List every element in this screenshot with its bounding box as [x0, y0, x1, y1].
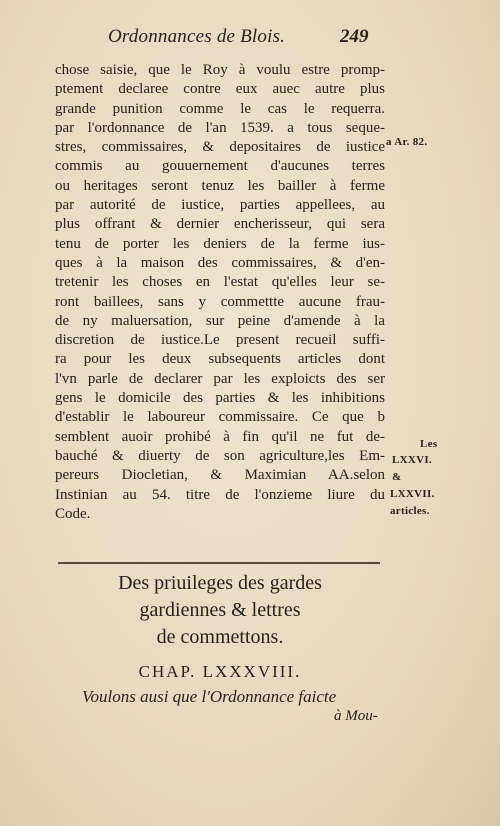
text-line: Instinian au 54. titre de l'onzieme liure du: [55, 486, 385, 503]
margin-note-a: a Ar. 82.: [386, 136, 428, 148]
text-line: ou heritages seront tenuz les bailler à ferme: [55, 177, 385, 194]
section-title: [70, 570, 370, 651]
text-line: ptement declaree contre eux auec autre plus: [55, 81, 385, 98]
text-line: l'vn parle de declarer par les exploicts des ser: [55, 370, 385, 387]
text-line: plus offrant & dernier encherisseur, qui sera: [55, 216, 385, 233]
text-line: d'establir le laboureur commissaire. Ce que b: [55, 409, 385, 426]
running-title: Ordonnances de Blois.: [108, 26, 286, 47]
page-header: [108, 26, 369, 52]
margin-note-les: Les: [420, 438, 438, 450]
text-line: par autorité de iustice, parties appellees, au: [55, 197, 385, 214]
text-line: pereurs Diocletian, & Maximian AA.selon: [55, 467, 385, 484]
section-title-line: Des priuileges des gardes: [118, 572, 322, 594]
body-text: [55, 61, 385, 524]
text-line: semblent auoir prohibé à fin qu'il ne fut de-: [55, 428, 385, 445]
text-line: discretion de iustice.Le present recueil suffi-: [55, 332, 385, 349]
page-number: 249: [340, 26, 369, 47]
section-title-line: gardiennes & lettres: [139, 599, 301, 621]
margin-note-lxxvi: LXXVI.: [392, 454, 432, 466]
section-rule: [58, 562, 380, 564]
text-line: ques à la maison des commissaires, & d'en-: [55, 254, 385, 271]
text-line: tenu de porter les deniers de la ferme ius-: [55, 235, 385, 252]
text-line: par l'ordonnance de l'an 1539. a tous seque-: [55, 119, 385, 136]
text-line: tretenir les choses en l'estat qu'elles leur se-: [55, 274, 385, 291]
text-line: de ny maluersation, sur peine d'amende à la: [55, 312, 385, 329]
margin-note-and: &: [392, 471, 402, 483]
text-line: bauché & diuerty de son agriculture,les Em-: [55, 447, 385, 464]
text-line: commis au gouuernement d'aucunes terres: [55, 158, 385, 175]
text-line: chose saisie, que le Roy à voulu estre promp-: [55, 62, 385, 78]
text-line: grande punition comme le cas le requerra.: [55, 100, 385, 117]
chapter-heading: CHAP. LXXXVIII.: [138, 662, 302, 681]
text-line: Code.: [55, 505, 91, 522]
catchword: à Mou-: [334, 708, 378, 724]
margin-note-lxxvii: LXXVII.: [390, 488, 435, 500]
margin-note-articles: articles.: [390, 505, 430, 517]
text-line: ra pour les deux subsequents articles dont: [55, 351, 385, 368]
text-line: gens le domicile des parties & les inhibitions: [55, 390, 385, 407]
text-line: stres, commissaires, & depositaires de iustice: [55, 139, 385, 156]
incipit-line: Voulons ausi que l'Ordonnance faicte: [82, 687, 337, 706]
section-title-line: de commettons.: [156, 626, 284, 648]
text-line: ront baillees, sans y commettte aucune frau-: [55, 293, 385, 310]
